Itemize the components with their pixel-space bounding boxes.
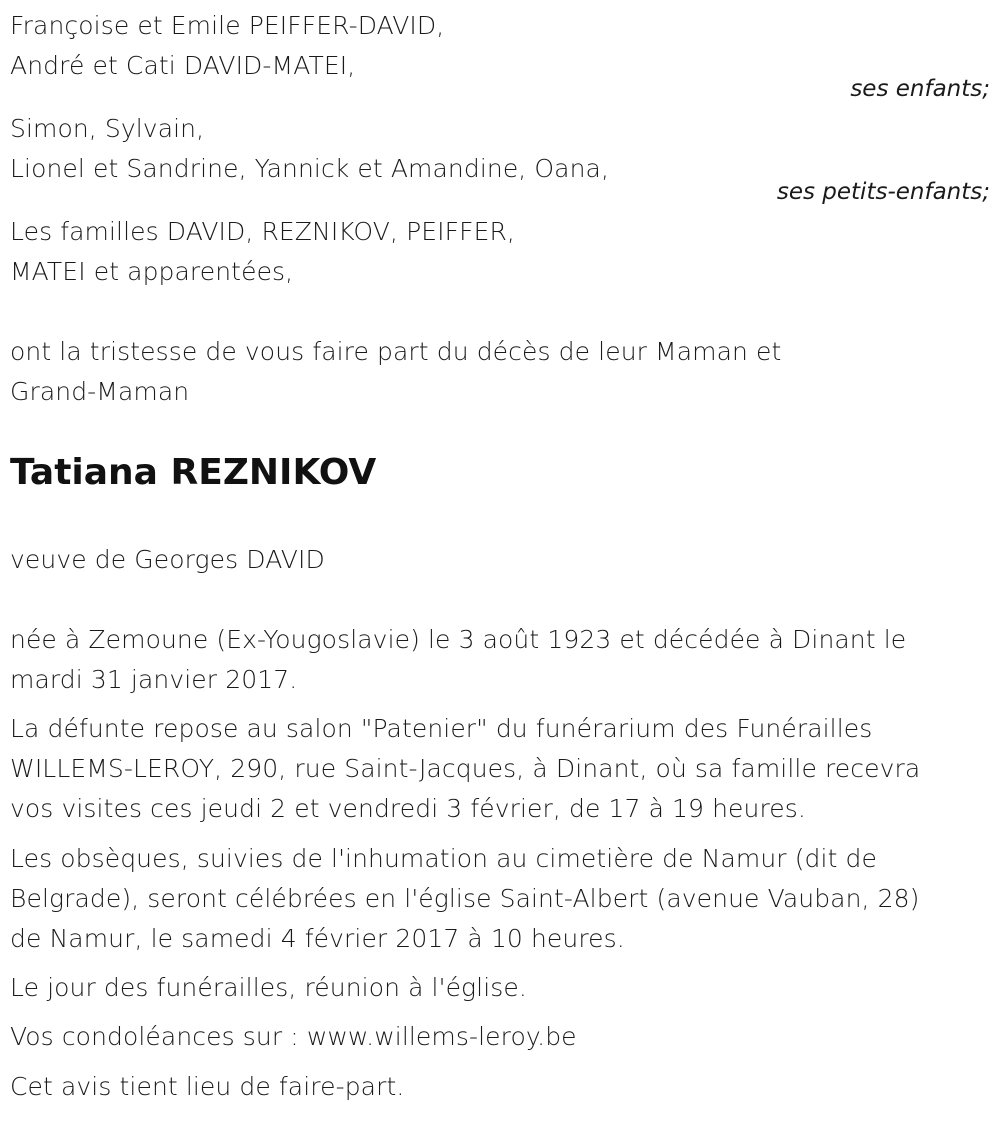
grandchildren-line-1: Simon, Sylvain, xyxy=(10,114,205,143)
faire-part-note: Cet avis tient lieu de faire-part. xyxy=(10,1072,405,1101)
families-line-2: MATEI et apparentées, xyxy=(10,257,294,286)
announcement-line-1: ont la tristesse de vous faire part du décès de leur Maman et xyxy=(10,337,782,366)
children-line-2: André et Cati DAVID-MATEI, xyxy=(10,51,356,80)
children-line-1: Françoise et Emile PEIFFER-DAVID, xyxy=(10,11,445,40)
visitation-line-2: WILLEMS-LEROY, 290, rue Saint-Jacques, à Dinant, où sa famille recevra xyxy=(10,754,921,783)
grandchildren-role: ses petits-enfants; xyxy=(776,179,990,205)
birth-death-line-1: née à Zemoune (Ex-Yougoslavie) le 3 août 1923 et décédée à Dinant le xyxy=(10,625,907,654)
visitation-line-1: La défunte repose au salon "Patenier" du funérarium des Funérailles xyxy=(10,714,873,743)
deceased-name: Tatiana REZNIKOV xyxy=(10,452,377,493)
families-line-1: Les familles DAVID, REZNIKOV, PEIFFER, xyxy=(10,217,515,246)
condolences-note: Vos condoléances sur : www.willems-leroy.be xyxy=(10,1022,577,1051)
funeral-line-2: Belgrade), seront célébrées en l'église Saint-Albert (avenue Vauban, 28) xyxy=(10,884,920,913)
announcement-line-2: Grand-Maman xyxy=(10,377,190,406)
widow-of: veuve de Georges DAVID xyxy=(10,545,325,574)
birth-death-line-2: mardi 31 janvier 2017. xyxy=(10,665,298,694)
meeting-note: Le jour des funérailles, réunion à l'église. xyxy=(10,973,527,1002)
children-role: ses enfants; xyxy=(850,76,990,102)
funeral-line-1: Les obsèques, suivies de l'inhumation au cimetière de Namur (dit de xyxy=(10,844,877,873)
visitation-line-3: vos visites ces jeudi 2 et vendredi 3 février, de 17 à 19 heures. xyxy=(10,794,806,823)
grandchildren-line-2: Lionel et Sandrine, Yannick et Amandine, Oana, xyxy=(10,154,610,183)
funeral-line-3: de Namur, le samedi 4 février 2017 à 10 heures. xyxy=(10,924,625,953)
